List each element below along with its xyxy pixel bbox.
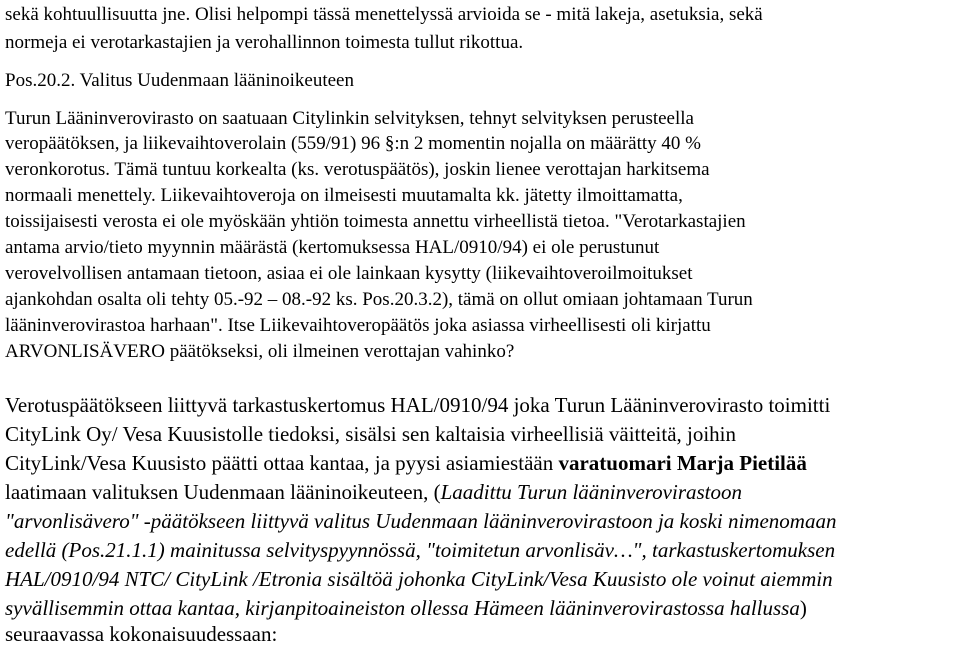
paragraph-line [5, 482, 742, 503]
paragraph-line: normaali menettely. Liikevaihtoveroja on ilmeisesti muutamalta kk. jätetty ilmoittamatta, [5, 185, 683, 206]
paragraph-line: verovelvollisen antamaan tietoon, asiaa ei ole lainkaan kysytty (liikevaihtoveroilmoitukset [5, 263, 693, 284]
paragraph-line: veronkorotus. Tämä tuntuu korkealta (ks. verotuspäätös), joskin lienee verottajan harkitsema [5, 159, 710, 180]
paragraph-line: Verotuspäätökseen liittyvä tarkastuskertomus HAL/0910/94 joka Turun Lääninverovirasto toimitti [5, 393, 831, 417]
paragraph-line: ajankohdan osalta oli tehty 05.-92 – 08.-92 ks. Pos.20.3.2), tämä on ollut omiaan johtamaan Turun [5, 289, 753, 310]
text-segment: ) [799, 596, 807, 620]
paragraph-line: ARVONLISÄVERO päätökseksi, oli ilmeinen verottajan vahinko? [5, 341, 515, 362]
section-heading: Pos.20.2. Valitus Uudenmaan lääninoikeuteen [5, 70, 354, 91]
paragraph-line: seuraavassa kokonaisuudessaan: [5, 622, 278, 646]
text-segment: laatimaan valituksen Uudenmaan lääninoikeuteen, ( [5, 480, 441, 504]
paragraph-line: antama arvio/tieto myynnin määrästä (kertomuksessa HAL/0910/94) ei ole perustunut [5, 237, 660, 258]
paragraph-line [5, 453, 807, 474]
text-segment: CityLink/Vesa Kuusisto päätti ottaa kantaa, ja pyysi asiamiestään [5, 451, 559, 475]
italic-segment: syvällisemmin ottaa kantaa, kirjanpitoaineiston ollessa Hämeen lääninverovirastossa hallussa [5, 596, 800, 620]
attorney-name: varatuomari Marja Pietilää [558, 451, 807, 475]
text-line: normeja ei verotarkastajien ja verohallinnon toimesta tullut rikottua. [5, 32, 524, 53]
paragraph-line: Turun Lääninverovirasto on saatuaan Citylinkin selvityksen, tehnyt selvityksen perusteella [5, 108, 694, 129]
italic-line: edellä (Pos.21.1.1) mainitussa selvityspyynnössä, "toimitetun arvonlisäv…", tarkastuskertomuksen [5, 538, 836, 562]
italic-line: HAL/0910/94 NTC/ CityLink /Etronia sisältöä johonka CityLink/Vesa Kuusisto ole voinut aiemmin [5, 567, 833, 591]
text-line: sekä kohtuullisuutta jne. Olisi helpompi tässä menettelyssä arvioida se - mitä lakeja, asetuksia, sekä [5, 4, 763, 25]
paragraph-line: toissijaisesti verosta ei ole myöskään yhtiön toimesta annettu virheellistä tietoa. "Verotarkastajien [5, 211, 746, 232]
paragraph-line [5, 598, 807, 619]
paragraph-line: veropäätöksen, ja liikevaihtoverolain (559/91) 96 §:n 2 momentin nojalla on määrätty 40 % [5, 133, 701, 154]
paragraph-line: CityLink Oy/ Vesa Kuusistolle tiedoksi, sisälsi sen kaltaisia virheellisiä väitteitä, joihin [5, 422, 737, 446]
italic-line: "arvonlisävero" -päätökseen liittyvä valitus Uudenmaan lääninverovirastoon ja koski nimenomaan [5, 509, 837, 533]
paragraph-line: lääninverovirastoa harhaan". Itse Liikevaihtoveropäätös joka asiassa virheellisesti oli kirjattu [5, 315, 711, 336]
italic-segment: Laadittu Turun lääninverovirastoon [440, 480, 743, 504]
